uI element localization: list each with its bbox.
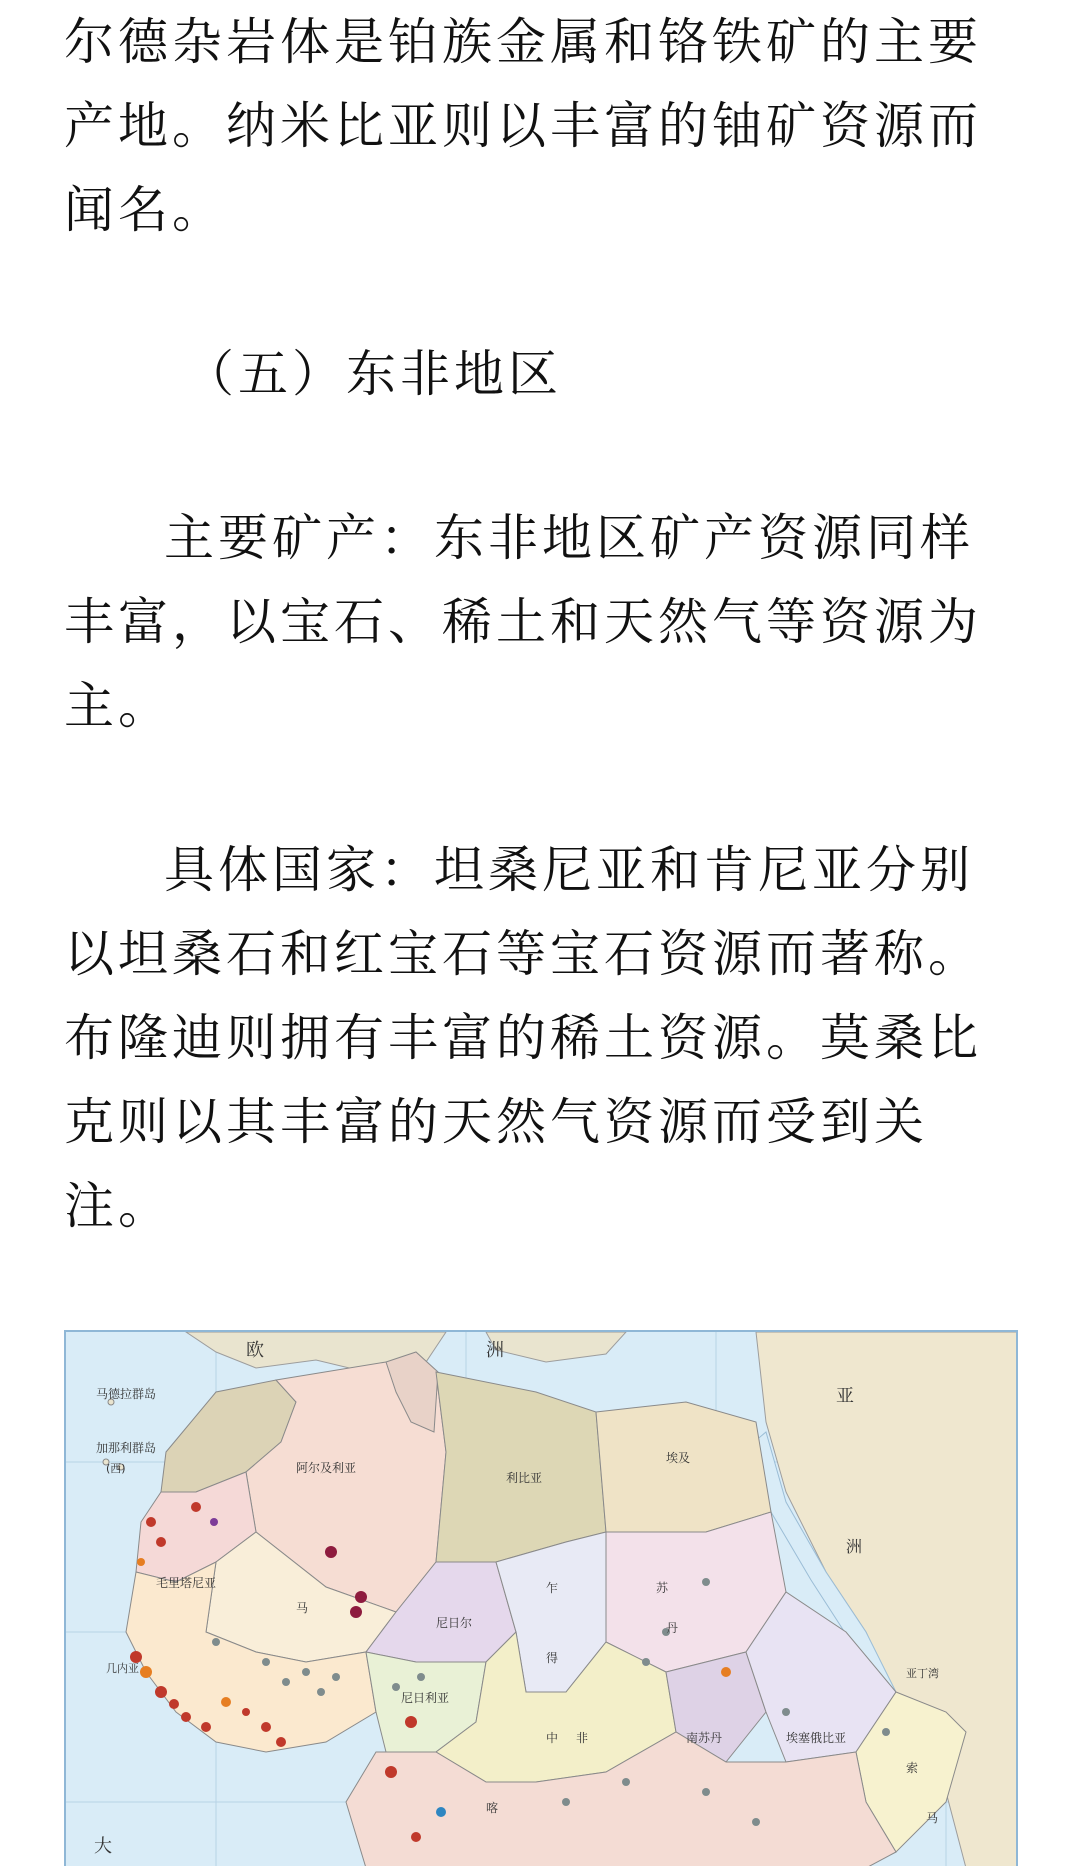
label-europe: 欧: [246, 1340, 264, 1361]
text-line: 丰富，以宝石、稀土和天然气等资源为: [64, 593, 982, 651]
paragraph-main-minerals: [64, 496, 1024, 748]
map-svg: [66, 1332, 1018, 1866]
label-mali: 马: [296, 1601, 309, 1615]
section-heading: （五）东非地区: [184, 345, 562, 403]
label-south-sudan: 南苏丹: [686, 1731, 723, 1745]
label-ocean: 大: [94, 1836, 112, 1857]
paragraph-countries: [64, 828, 1024, 1248]
text-line: 产地。纳米比亚则以丰富的铀矿资源而: [64, 97, 982, 155]
label-madeira: 马德拉群岛: [96, 1387, 157, 1401]
text-line: 克则以其丰富的天然气资源而受到关: [64, 1093, 928, 1151]
label-somalia2: 马: [926, 1811, 939, 1825]
label-europe-zhou: 洲: [486, 1340, 504, 1361]
label-central-africa2: 非: [576, 1731, 589, 1745]
text-line: 尔德杂岩体是铂族金属和铬铁矿的主要: [64, 13, 982, 71]
text-line: 主要矿产：东非地区矿产资源同样: [164, 509, 974, 567]
text-line: 布隆迪则拥有丰富的稀土资源。莫桑比: [64, 1009, 982, 1067]
label-chad2: 得: [546, 1651, 559, 1665]
label-egypt: 埃及: [666, 1451, 691, 1465]
label-gulf-aden: 亚丁湾: [906, 1667, 939, 1680]
africa-mineral-map: [64, 1330, 1018, 1866]
text-line: 闻名。: [64, 181, 226, 239]
label-asia: 亚: [836, 1386, 854, 1407]
text-line: 注。: [64, 1177, 172, 1235]
label-asia-zhou: 洲: [846, 1537, 863, 1556]
label-canary: 加那利群岛: [96, 1441, 157, 1455]
label-central-africa: 中: [546, 1731, 559, 1745]
label-libya: 利比亚: [506, 1471, 543, 1485]
label-canary-country: (西): [106, 1462, 126, 1475]
text-line: 主。: [64, 677, 172, 735]
text-line: 以坦桑石和红宝石等宝石资源而著称。: [64, 925, 982, 983]
paragraph-namibia: [64, 0, 1024, 252]
country-egypt: [596, 1402, 771, 1532]
label-chad: 乍: [546, 1581, 559, 1595]
label-guinea: 几内亚: [106, 1662, 139, 1675]
label-sudan2: 丹: [666, 1621, 679, 1635]
label-algeria: 阿尔及利亚: [296, 1461, 357, 1475]
label-mauritania: 毛里塔尼亚: [156, 1576, 217, 1590]
label-niger: 尼日尔: [436, 1616, 473, 1630]
label-ethiopia: 埃塞俄比亚: [786, 1731, 847, 1745]
label-sudan: 苏: [656, 1581, 669, 1595]
label-cameroon: 喀: [486, 1801, 499, 1815]
label-somalia: 索: [906, 1761, 919, 1775]
text-line: 具体国家：坦桑尼亚和肯尼亚分别: [164, 841, 974, 899]
label-nigeria: 尼日利亚: [401, 1691, 450, 1705]
